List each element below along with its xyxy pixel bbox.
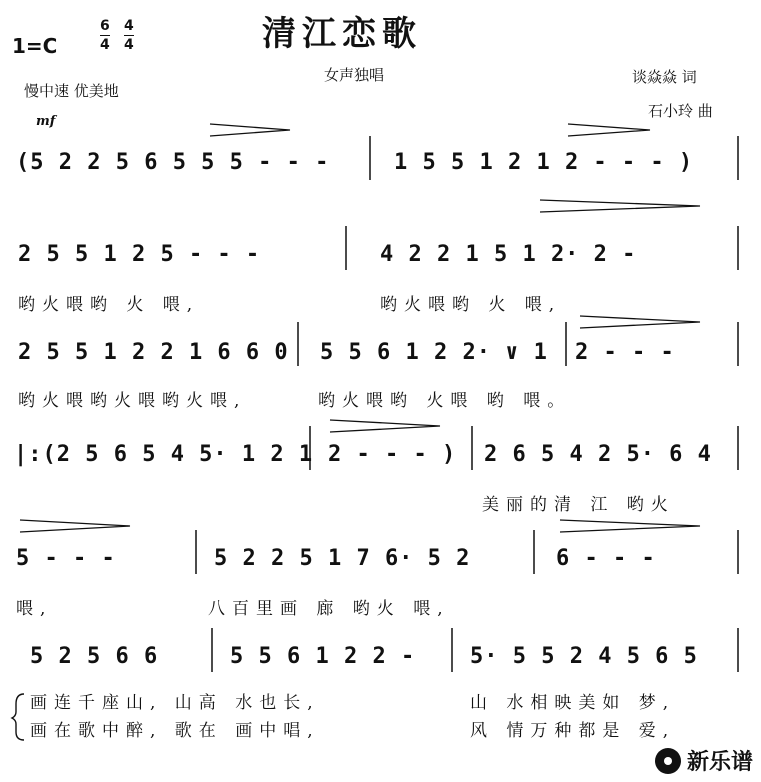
- score-row-3-part-2: 5 5 6 1 2 2· ∨ 1: [320, 340, 548, 365]
- score-row-6-part-1: 5 2 5 6 6: [30, 644, 159, 669]
- score-row-5-part-3: 6 - - -: [556, 546, 656, 571]
- lyric-row-6-verse-2-part-2: 风 情万种都是 爱,: [470, 721, 676, 741]
- barlines: [196, 136, 738, 672]
- lyric-row-2-part-1: 哟火喂哟 火 喂,: [18, 295, 200, 315]
- tempo-marking: 慢中速 优美地: [24, 82, 119, 100]
- verse-brace: [12, 694, 24, 740]
- crescendo-hairpins: [20, 124, 700, 532]
- song-title: 清江恋歌: [262, 14, 422, 54]
- lyric-row-3-part-1: 哟火喂哟火喂哟火喂,: [18, 391, 247, 411]
- score-row-5-part-1: 5 - - -: [16, 546, 116, 571]
- score-row-1-part-1: (5 2 2 5 6 5 5 5 - - -: [16, 150, 330, 175]
- score-row-4-part-1: |:(2 5 6 5 4 5· 1 2 1: [14, 442, 314, 467]
- time-signature-6-4: 6 4: [100, 18, 110, 53]
- record-disc-icon: [655, 748, 681, 774]
- score-row-1-part-2: 1 5 5 1 2 1 2 - - - ): [394, 150, 694, 175]
- lyric-row-3-part-2: 哟火喂哟 火喂 哟 喂。: [318, 391, 572, 411]
- score-row-2-part-1: 2 5 5 1 2 5 - - -: [18, 242, 261, 267]
- lyric-row-6-verse-2-part-1: 画在歌中醉, 歌在 画中唱,: [30, 721, 320, 741]
- logo-text: 新乐谱: [686, 750, 753, 775]
- composer-credit: 石小玲 曲: [648, 102, 713, 120]
- score-row-3-part-3: 2 - - -: [575, 340, 675, 365]
- score-row-3-part-1: 2 5 5 1 2 2 1 6 6 0: [18, 340, 289, 365]
- lyricist-credit: 谈焱焱 词: [632, 68, 697, 86]
- performer-label: 女声独唱: [324, 66, 385, 84]
- lyric-row-6-verse-1-part-2: 山 水相映美如 梦,: [470, 693, 676, 713]
- site-logo: [655, 745, 753, 776]
- lyric-row-5-part-2: 八百里画 廊 哟火 喂,: [208, 599, 450, 619]
- lyric-row-5-part-1: 喂,: [16, 599, 53, 619]
- lyric-row-6-verse-1-part-1: 画连千座山, 山高 水也长,: [30, 693, 320, 713]
- score-row-6-part-2: 5 5 6 1 2 2 -: [230, 644, 416, 669]
- key-signature: 1=C: [12, 34, 58, 58]
- score-row-4-part-2: 2 - - - ): [328, 442, 457, 467]
- lyric-row-4: 美丽的清 江 哟火: [482, 495, 675, 515]
- score-row-2-part-2: 4 2 2 1 5 1 2· 2 -: [380, 242, 637, 267]
- lyric-row-2-part-2: 哟火喂哟 火 喂,: [380, 295, 562, 315]
- score-row-5-part-2: 5 2 2 5 1 7 6· 5 2: [214, 546, 471, 571]
- score-row-6-part-3: 5· 5 5 2 4 5 6 5: [470, 644, 698, 669]
- time-signature-4-4: 4 4: [124, 18, 134, 53]
- dynamic-marking: mf: [36, 114, 56, 129]
- score-row-4-part-3: 2 6 5 4 2 5· 6 4: [484, 442, 712, 467]
